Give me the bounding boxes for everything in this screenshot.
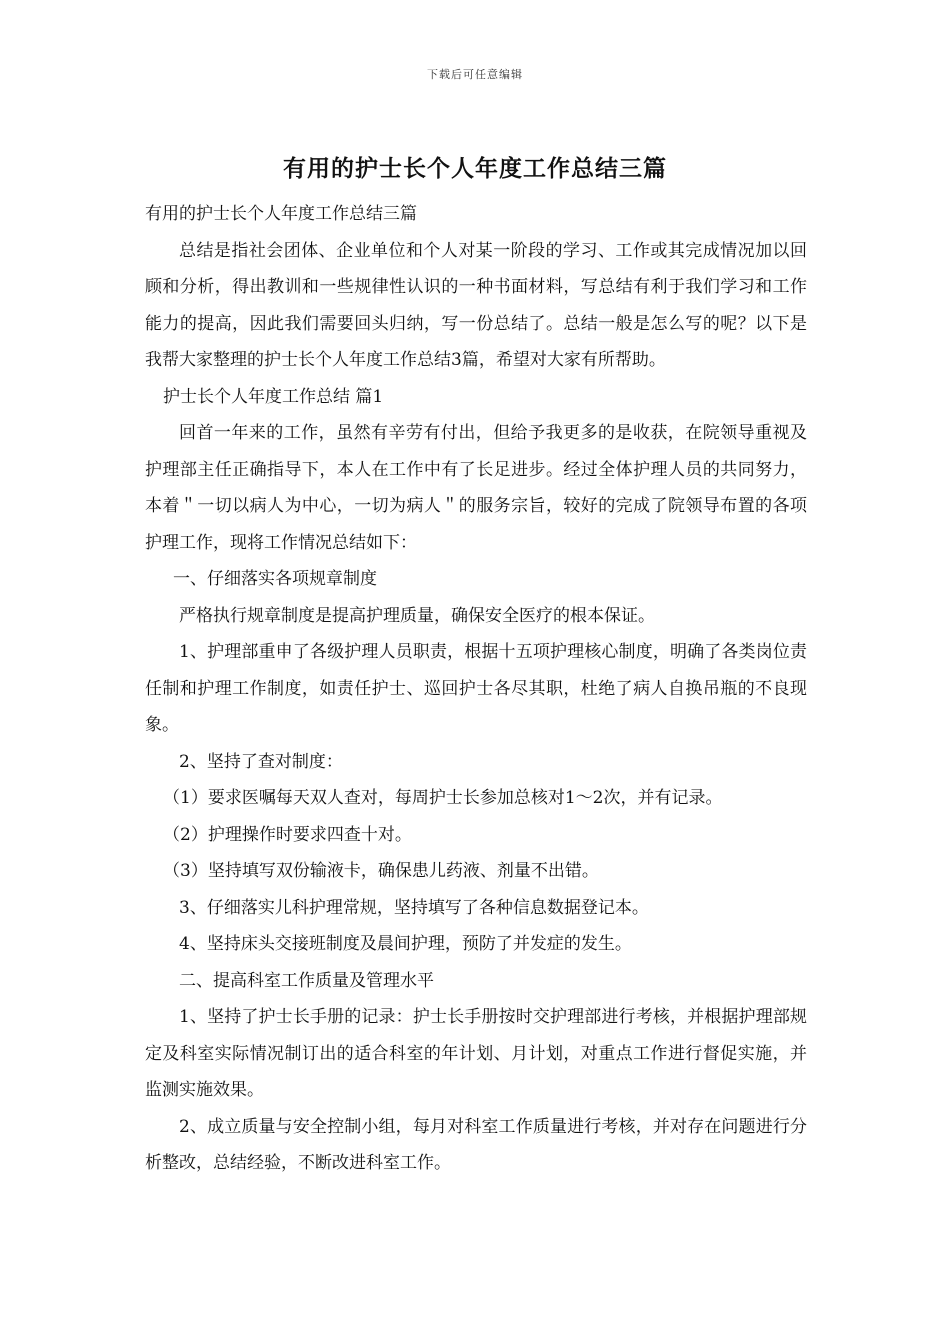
paragraph: 1、坚持了护士长手册的记录：护士长手册按时交护理部进行考核，并根据护理部规定及科室实际情况制订出的适合科室的年计划、月计划，对重点工作进行督促实施，并监测实施效果。 <box>145 1007 807 1100</box>
paragraph: 有用的护士长个人年度工作总结三篇 <box>145 204 417 224</box>
paragraph: 4、坚持床头交接班制度及晨间护理，预防了并发症的发生。 <box>179 934 632 954</box>
paragraph: （3）坚持填写双份输液卡，确保患儿药液、剂量不出错。 <box>163 861 599 881</box>
paragraph: （1）要求医嘱每天双人查对，每周护士长参加总核对1～2次，并有记录。 <box>163 788 723 808</box>
paragraph: 严格执行规章制度是提高护理质量，确保安全医疗的根本保证。 <box>179 605 655 626</box>
paragraph: 1、护理部重申了各级护理人员职责，根据十五项护理核心制度，明确了各类岗位责任制和护理工作制度，如责任护士、巡回护士各尽其职，杜绝了病人自换吊瓶的不良现象。 <box>145 642 807 735</box>
paragraph: 一、仔细落实各项规章制度 <box>173 569 377 589</box>
paragraph: 2、成立质量与安全控制小组，每月对科室工作质量进行考核，并对存在问题进行分析整改，总结经验，不断改进科室工作。 <box>145 1116 807 1173</box>
header-note: 下载后可任意编辑 <box>427 68 523 81</box>
paragraph: 总结是指社会团体、企业单位和个人对某一阶段的学习、工作或其完成情况加以回顾和分析，得出教训和一些规律性认识的一种书面材料，写总结有利于我们学习和工作能力的提高，因此我们需要回头归纳，写一份总结了。总结一般是怎么写的呢？以下是我帮大家整理的护士长个人年度工作总结3篇，希望对大家有所帮助。 <box>145 240 807 370</box>
paragraph: 护士长个人年度工作总结 篇1 <box>163 386 384 407</box>
document-title: 有用的护士长个人年度工作总结三篇 <box>283 155 667 182</box>
paragraph: 2、坚持了查对制度： <box>179 751 343 772</box>
paragraph: 回首一年来的工作，虽然有辛劳有付出，但给予我更多的是收获，在院领导重视及护理部主任正确指导下，本人在工作中有了长足进步。经过全体护理人员的共同努力，本着＂一切以病人为中心，一切为病人＂的服务宗旨，较好的完成了院领导布置的各项护理工作，现将工作情况总结如下： <box>145 423 807 553</box>
document-body <box>145 196 807 1182</box>
paragraph: 3、仔细落实儿科护理常规，坚持填写了各种信息数据登记本。 <box>179 897 649 918</box>
paragraph: （2）护理操作时要求四查十对。 <box>163 824 412 845</box>
paragraph: 二、提高科室工作质量及管理水平 <box>179 970 434 991</box>
